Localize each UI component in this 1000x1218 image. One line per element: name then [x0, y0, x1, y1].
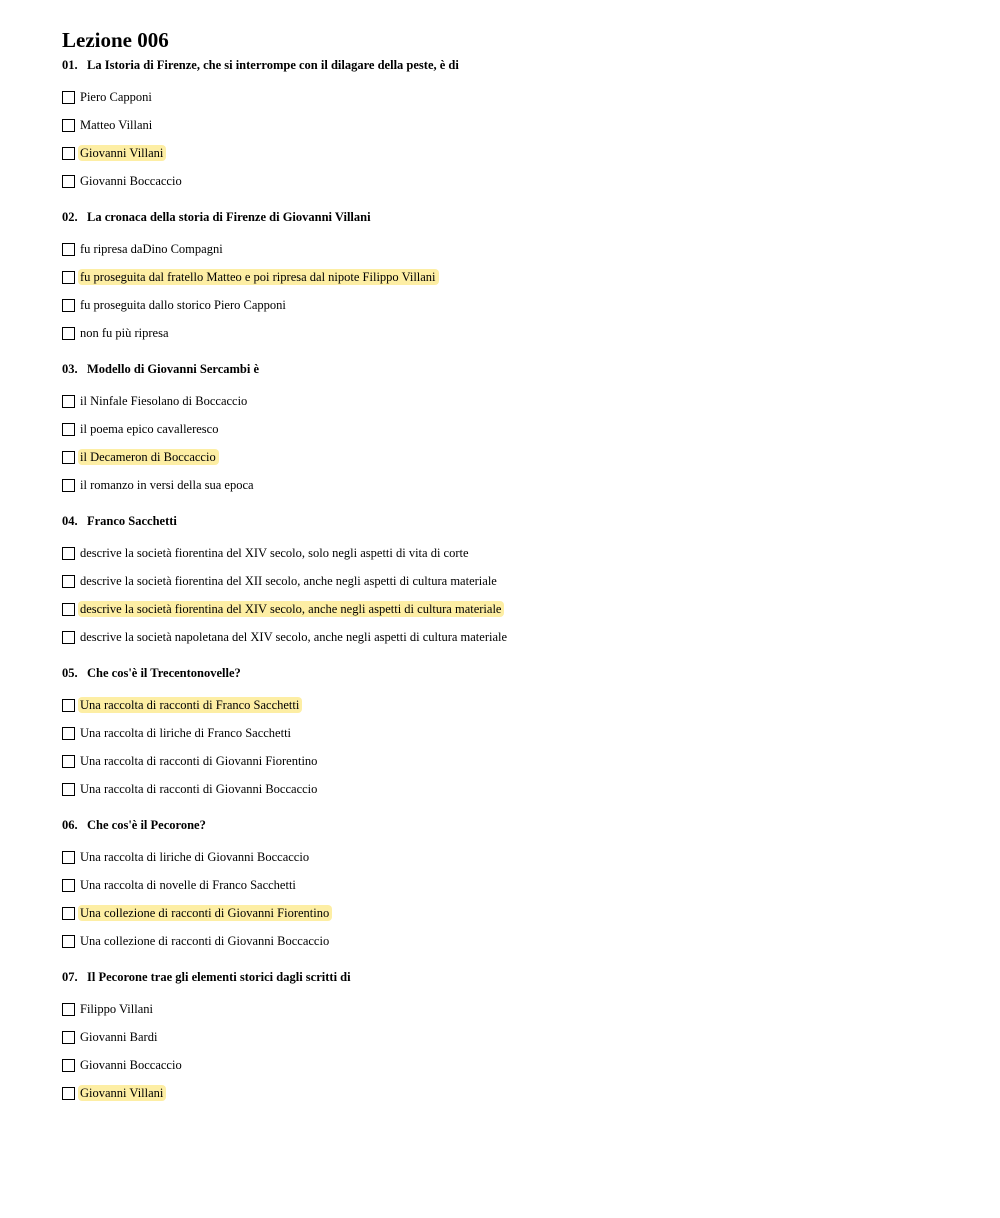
checkbox-icon[interactable] [62, 935, 75, 948]
answer-option[interactable] [62, 1051, 962, 1079]
checkbox-icon[interactable] [62, 271, 75, 284]
checkbox-icon[interactable] [62, 631, 75, 644]
checkbox-icon[interactable] [62, 879, 75, 892]
question-2 [62, 209, 962, 347]
checkbox-icon[interactable] [62, 851, 75, 864]
question-7 [62, 969, 962, 1107]
highlighted-answer-text: Giovanni Villani [78, 145, 166, 161]
question-text: Il Pecorone trae gli elementi storici dagli scritti di [87, 970, 351, 984]
answer-option[interactable] [62, 899, 962, 927]
answer-text: descrive la società fiorentina del XIV secolo, solo negli aspetti di vita di corte [80, 546, 469, 560]
answer-text: il poema epico cavalleresco [80, 422, 219, 436]
answer-option[interactable] [62, 539, 962, 567]
question-text: La Istoria di Firenze, che si interrompe con il dilagare della peste, è di [87, 58, 459, 72]
answer-option[interactable] [62, 995, 962, 1023]
answer-text: Giovanni Boccaccio [80, 174, 182, 188]
question-6 [62, 817, 962, 955]
answer-option[interactable] [62, 567, 962, 595]
question-header [62, 969, 962, 985]
answer-text: Piero Capponi [80, 90, 152, 104]
checkbox-icon[interactable] [62, 907, 75, 920]
answer-option[interactable] [62, 319, 962, 347]
checkbox-icon[interactable] [62, 243, 75, 256]
checkbox-icon[interactable] [62, 1059, 75, 1072]
highlighted-answer-text: fu proseguita dal fratello Matteo e poi ripresa dal nipote Filippo Villani [78, 269, 439, 285]
question-text: Che cos'è il Trecentonovelle? [87, 666, 241, 680]
highlighted-answer-text: Una collezione di racconti di Giovanni Fiorentino [78, 905, 332, 921]
answer-text: Una raccolta di liriche di Franco Sacchetti [80, 726, 292, 740]
document-page [62, 27, 962, 1121]
answer-option[interactable] [62, 871, 962, 899]
question-header [62, 817, 962, 833]
answer-text: Una raccolta di racconti di Giovanni Boccaccio [80, 782, 318, 796]
question-text: Che cos'è il Pecorone? [87, 818, 206, 832]
highlighted-answer-text: il Decameron di Boccaccio [78, 449, 219, 465]
question-header [62, 665, 962, 681]
answer-option[interactable] [62, 719, 962, 747]
answer-text: Giovanni Bardi [80, 1030, 158, 1044]
answer-option[interactable] [62, 387, 962, 415]
checkbox-icon[interactable] [62, 175, 75, 188]
answer-option[interactable] [62, 1023, 962, 1051]
answer-text: descrive la società fiorentina del XII secolo, anche negli aspetti di cultura materiale [80, 574, 497, 588]
answer-option[interactable] [62, 167, 962, 195]
checkbox-icon[interactable] [62, 423, 75, 436]
question-text: La cronaca della storia di Firenze di Giovanni Villani [87, 210, 371, 224]
answer-text: Una raccolta di liriche di Giovanni Boccaccio [80, 850, 310, 864]
answer-text: fu ripresa daDino Compagni [80, 242, 223, 256]
page-title: Lezione 006 [62, 28, 169, 52]
answer-text: Una raccolta di racconti di Giovanni Fiorentino [80, 754, 318, 768]
checkbox-icon[interactable] [62, 755, 75, 768]
answer-option[interactable] [62, 443, 962, 471]
answer-option[interactable] [62, 843, 962, 871]
question-5 [62, 665, 962, 803]
answer-text: non fu più ripresa [80, 326, 169, 340]
answer-option[interactable] [62, 235, 962, 263]
answer-option[interactable] [62, 415, 962, 443]
checkbox-icon[interactable] [62, 783, 75, 796]
answer-text: fu proseguita dallo storico Piero Capponi [80, 298, 286, 312]
checkbox-icon[interactable] [62, 147, 75, 160]
checkbox-icon[interactable] [62, 451, 75, 464]
highlighted-answer-text: descrive la società fiorentina del XIV secolo, anche negli aspetti di cultura materiale [78, 601, 504, 617]
question-number: 01. [62, 58, 78, 72]
answer-option[interactable] [62, 927, 962, 955]
checkbox-icon[interactable] [62, 395, 75, 408]
answer-text: il romanzo in versi della sua epoca [80, 478, 254, 492]
answer-option[interactable] [62, 263, 962, 291]
answer-text: il Ninfale Fiesolano di Boccaccio [80, 394, 248, 408]
question-number: 06. [62, 818, 78, 832]
question-number: 03. [62, 362, 78, 376]
answer-option[interactable] [62, 623, 962, 651]
question-1 [62, 57, 962, 195]
answer-option[interactable] [62, 775, 962, 803]
checkbox-icon[interactable] [62, 119, 75, 132]
answer-option[interactable] [62, 747, 962, 775]
answer-text: descrive la società napoletana del XIV secolo, anche negli aspetti di cultura materiale [80, 630, 508, 644]
answer-option[interactable] [62, 595, 962, 623]
question-header [62, 361, 962, 377]
answer-text: Una collezione di racconti di Giovanni Boccaccio [80, 934, 330, 948]
question-number: 02. [62, 210, 78, 224]
answer-text: Matteo Villani [80, 118, 153, 132]
checkbox-icon[interactable] [62, 91, 75, 104]
question-header [62, 513, 962, 529]
question-3 [62, 361, 962, 499]
checkbox-icon[interactable] [62, 603, 75, 616]
answer-option[interactable] [62, 1079, 962, 1107]
answer-option[interactable] [62, 691, 962, 719]
answer-option[interactable] [62, 291, 962, 319]
checkbox-icon[interactable] [62, 1031, 75, 1044]
checkbox-icon[interactable] [62, 699, 75, 712]
answer-option[interactable] [62, 83, 962, 111]
checkbox-icon[interactable] [62, 479, 75, 492]
answer-option[interactable] [62, 139, 962, 167]
question-text: Modello di Giovanni Sercambi è [87, 362, 259, 376]
question-number: 07. [62, 970, 78, 984]
question-number: 05. [62, 666, 78, 680]
question-header [62, 209, 962, 225]
checkbox-icon[interactable] [62, 727, 75, 740]
checkbox-icon[interactable] [62, 547, 75, 560]
answer-option[interactable] [62, 111, 962, 139]
answer-text: Filippo Villani [80, 1002, 153, 1016]
question-4 [62, 513, 962, 651]
checkbox-icon[interactable] [62, 575, 75, 588]
checkbox-icon[interactable] [62, 327, 75, 340]
question-number: 04. [62, 514, 78, 528]
answer-text: Una raccolta di novelle di Franco Sacchetti [80, 878, 296, 892]
answer-text: Giovanni Boccaccio [80, 1058, 182, 1072]
checkbox-icon[interactable] [62, 299, 75, 312]
checkbox-icon[interactable] [62, 1087, 75, 1100]
answer-option[interactable] [62, 471, 962, 499]
question-text: Franco Sacchetti [87, 514, 177, 528]
highlighted-answer-text: Una raccolta di racconti di Franco Sacchetti [78, 697, 302, 713]
checkbox-icon[interactable] [62, 1003, 75, 1016]
question-list [62, 57, 962, 1107]
question-header [62, 57, 962, 73]
highlighted-answer-text: Giovanni Villani [78, 1085, 166, 1101]
